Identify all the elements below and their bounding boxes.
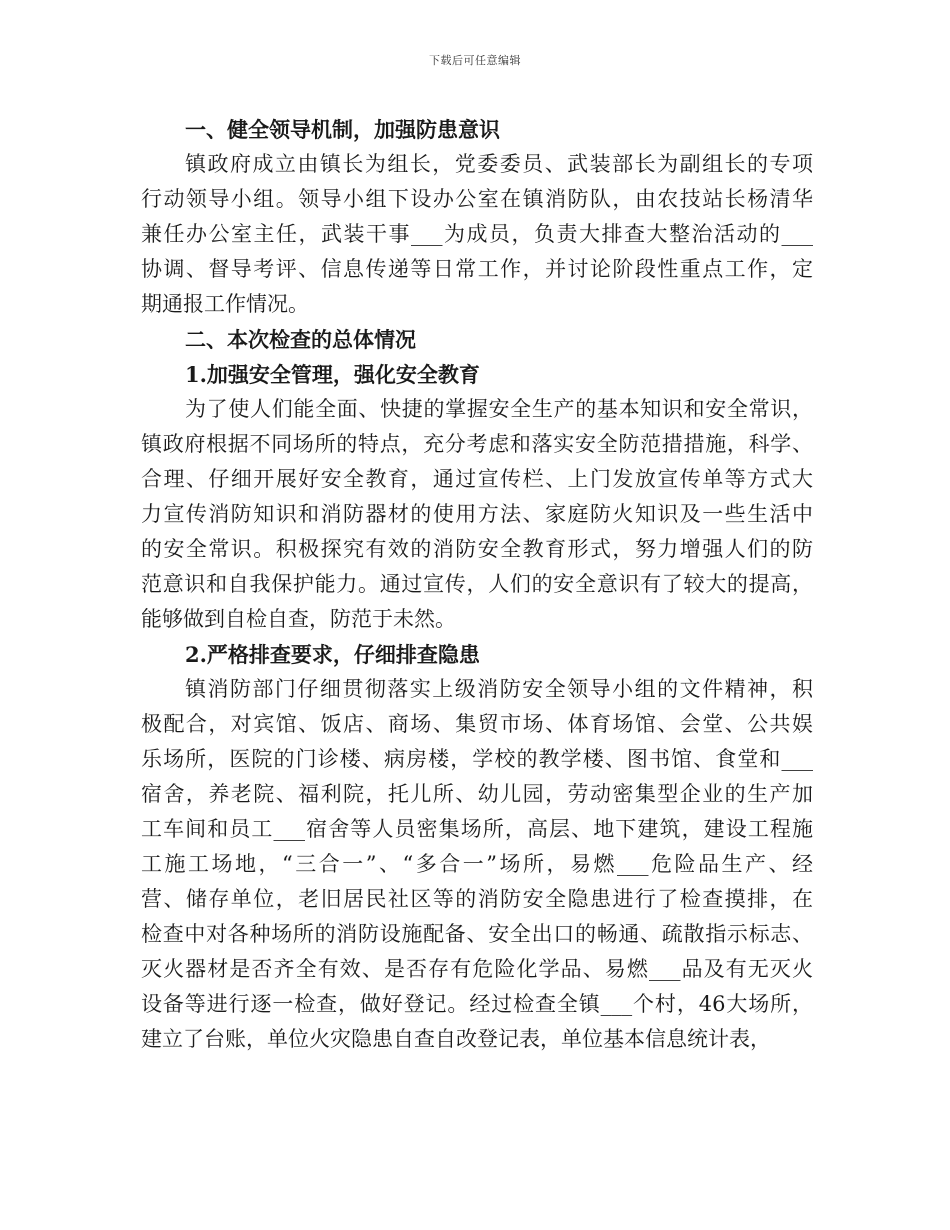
paragraph-line: 范意识和自我保护能力。通过宣传，人们的安全意识有了较大的提高， [141,572,813,596]
section-heading-1: 一、健全领导机制，加强防患意识 [185,117,500,142]
section-heading-2: 二、本次检查的总体情况 [185,327,416,352]
paragraph-line: 设备等进行逐一检查，做好登记。经过检查全镇___个村，46大场所， [141,992,813,1016]
paragraph-line: 检查中对各种场所的消防设施配备、安全出口的畅通、疏散指示标志、 [141,922,813,946]
paragraph-line: 镇消防部门仔细贯彻落实上级消防安全领导小组的文件精神，积 [185,677,813,701]
paragraph-line: 的安全常识。积极探究有效的消防安全教育形式，努力增强人们的防 [141,537,813,561]
page-header-note: 下载后可任意编辑 [429,54,521,67]
paragraph-line: 灭火器材是否齐全有效、是否存有危险化学品、易燃___品及有无灭火 [141,957,813,981]
paragraph-line: 期通报工作情况。 [141,292,309,316]
paragraph-line: 建立了台账，单位火灾隐患自查自改登记表，单位基本信息统计表， [141,1027,771,1051]
document-body [141,112,813,1057]
paragraph-line: 为了使人们能全面、快捷的掌握安全生产的基本知识和安全常识， [185,397,813,421]
paragraph-line: 镇政府根据不同场所的特点，充分考虑和落实安全防范措措施，科学、 [141,432,813,456]
paragraph-line: 工施工场地，“三合一”、“多合一”场所，易燃___危险品生产、经 [141,852,813,876]
subsection-heading-2: 2.严格排查要求，仔细排查隐患 [185,642,480,667]
paragraph-line: 镇政府成立由镇长为组长，党委委员、武装部长为副组长的专项 [185,152,813,176]
paragraph-line: 乐场所，医院的门诊楼、病房楼，学校的教学楼、图书馆、食堂和___ [141,747,813,771]
paragraph-line: 宿舍，养老院、福利院，托儿所、幼儿园，劳动密集型企业的生产加 [141,782,813,806]
subsection-heading-1: 1.加强安全管理，强化安全教育 [185,362,480,387]
paragraph-line: 工车间和员工___宿舍等人员密集场所，高层、地下建筑，建设工程施 [141,817,813,841]
paragraph-line: 极配合，对宾馆、饭店、商场、集贸市场、体育场馆、会堂、公共娱 [141,712,813,736]
paragraph-line: 行动领导小组。领导小组下设办公室在镇消防队，由农技站长杨清华 [141,187,813,211]
paragraph-line: 合理、仔细开展好安全教育，通过宣传栏、上门发放宣传单等方式大 [141,467,813,491]
paragraph-line: 能够做到自检自查，防范于未然。 [141,607,456,631]
paragraph-line: 营、储存单位，老旧居民社区等的消防安全隐患进行了检查摸排，在 [141,887,813,911]
paragraph-line: 力宣传消防知识和消防器材的使用方法、家庭防火知识及一些生活中 [141,502,813,526]
paragraph-line: 兼任办公室主任，武装干事___为成员，负责大排查大整治活动的___ [141,222,813,246]
paragraph-line: 协调、督导考评、信息传递等日常工作，并讨论阶段性重点工作，定 [141,257,813,281]
